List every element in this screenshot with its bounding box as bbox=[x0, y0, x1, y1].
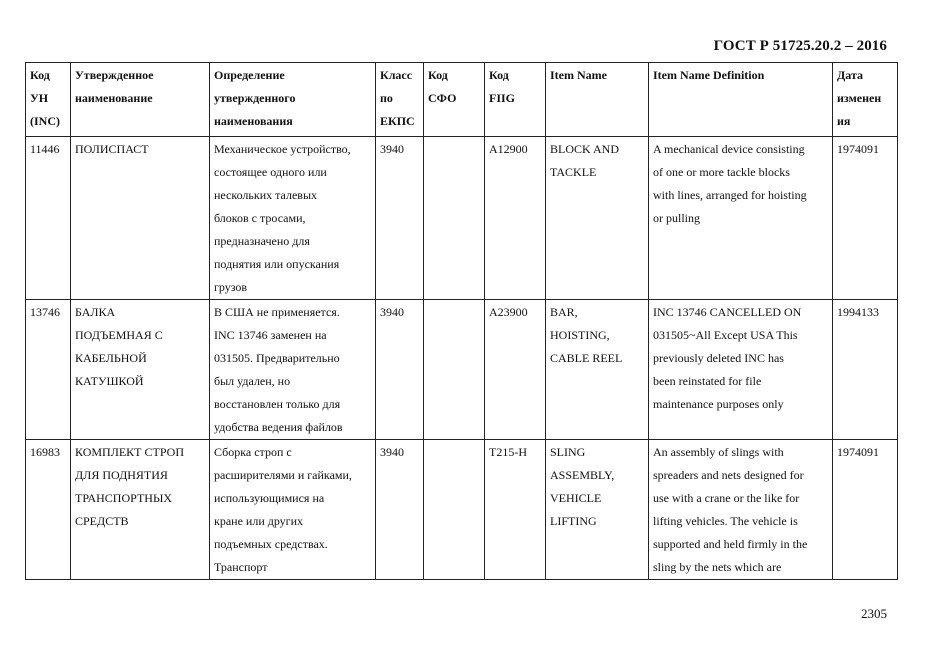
cell-text-line: lifting vehicles. The vehicle is bbox=[653, 514, 798, 528]
cell-date: 1974091 bbox=[833, 440, 898, 580]
table-row bbox=[26, 137, 898, 300]
cell-text-line: расширителями и гайками, bbox=[214, 468, 352, 482]
header-text-line: ЕКПС bbox=[380, 114, 415, 128]
cell-ekps-class: 3940 bbox=[376, 300, 424, 440]
cell-text-line: BLOCK AND bbox=[550, 142, 620, 156]
cell-text-line: удобства ведения файлов bbox=[214, 420, 343, 434]
cell-text-line: LIFTING bbox=[550, 514, 597, 528]
header-text-line: наименование bbox=[75, 91, 153, 105]
header-text-line: Утвержденное bbox=[75, 68, 154, 82]
table-body bbox=[26, 137, 898, 580]
cell-text-line: блоков с тросами, bbox=[214, 211, 306, 225]
header-cell-approved-name bbox=[71, 63, 210, 137]
cell-text-line: CABLE REEL bbox=[550, 351, 623, 365]
header-text-line: Дата bbox=[837, 68, 863, 82]
header-cell-item-name-definition bbox=[649, 63, 833, 137]
header-text-line: по bbox=[380, 91, 393, 105]
cell-fiig: A12900 bbox=[485, 137, 546, 300]
cell-definition-ru bbox=[210, 440, 376, 580]
cell-text-line: ASSEMBLY, bbox=[550, 468, 615, 482]
cell-text-line: КАТУШКОЙ bbox=[75, 374, 144, 388]
cell-ekps-class: 3940 bbox=[376, 440, 424, 580]
cell-approved-name bbox=[71, 300, 210, 440]
header-text-line: изменен bbox=[837, 91, 882, 105]
cell-definition-ru bbox=[210, 300, 376, 440]
header-cell-definition-ru bbox=[210, 63, 376, 137]
header-row bbox=[26, 63, 898, 137]
cell-text-line: use with a crane or the like for bbox=[653, 491, 800, 505]
header-text-line: УН bbox=[30, 91, 49, 105]
cell-item-name bbox=[546, 137, 649, 300]
header-text-line: наименования bbox=[214, 114, 293, 128]
catalog-table bbox=[25, 62, 898, 580]
header-cell-fiig bbox=[485, 63, 546, 137]
cell-text-line: An assembly of slings with bbox=[653, 445, 784, 459]
header-cell-ekps-class bbox=[376, 63, 424, 137]
cell-text-line: восстановлен только для bbox=[214, 397, 341, 411]
header-text-line: Код bbox=[428, 68, 448, 82]
cell-fiig: A23900 bbox=[485, 300, 546, 440]
cell-text-line: В США не применяется. bbox=[214, 305, 340, 319]
header-text-line: Item Name Definition bbox=[653, 68, 765, 82]
cell-date: 1974091 bbox=[833, 137, 898, 300]
cell-text-line: maintenance purposes only bbox=[653, 397, 784, 411]
cell-text-line: использующимися на bbox=[214, 491, 325, 505]
cell-text-line: previously deleted INC has bbox=[653, 351, 784, 365]
cell-text-line: грузов bbox=[214, 280, 248, 294]
cell-inc: 11446 bbox=[26, 137, 71, 300]
header-text-line: FIIG bbox=[489, 91, 516, 105]
cell-text-line: Транспорт bbox=[214, 560, 268, 574]
cell-text-line: кране или других bbox=[214, 514, 304, 528]
table-row bbox=[26, 300, 898, 440]
cell-text-line: ДЛЯ ПОДНЯТИЯ bbox=[75, 468, 168, 482]
cell-ekps-class: 3940 bbox=[376, 137, 424, 300]
cell-text-line: with lines, arranged for hoisting bbox=[653, 188, 807, 202]
cell-text-line: предназначено для bbox=[214, 234, 310, 248]
cell-text-line: HOISTING, bbox=[550, 328, 610, 342]
header-cell-date bbox=[833, 63, 898, 137]
header-text-line: (INC) bbox=[30, 114, 60, 128]
cell-text-line: ПОДЪЕМНАЯ С bbox=[75, 328, 163, 342]
cell-fiig: T215-H bbox=[485, 440, 546, 580]
cell-text-line: нескольких талевых bbox=[214, 188, 318, 202]
cell-approved-name bbox=[71, 440, 210, 580]
cell-sfo bbox=[424, 137, 485, 300]
table-row bbox=[26, 440, 898, 580]
cell-definition-ru bbox=[210, 137, 376, 300]
cell-text-line: of one or more tackle blocks bbox=[653, 165, 790, 179]
cell-date: 1994133 bbox=[833, 300, 898, 440]
header-cell-sfo bbox=[424, 63, 485, 137]
cell-text-line: A mechanical device consisting bbox=[653, 142, 805, 156]
header-text-line: Класс bbox=[380, 68, 413, 82]
cell-sfo bbox=[424, 300, 485, 440]
cell-text-line: SLING bbox=[550, 445, 586, 459]
cell-text-line: ТРАНСПОРТНЫХ bbox=[75, 491, 173, 505]
cell-text-line: or pulling bbox=[653, 211, 700, 225]
cell-sfo bbox=[424, 440, 485, 580]
cell-text-line: состоящее одного или bbox=[214, 165, 327, 179]
cell-item-name-definition bbox=[649, 440, 833, 580]
header-text-line: Определение bbox=[214, 68, 285, 82]
cell-text-line: spreaders and nets designed for bbox=[653, 468, 804, 482]
cell-text-line: 031505. Предварительно bbox=[214, 351, 340, 365]
cell-text-line: КОМПЛЕКТ СТРОП bbox=[75, 445, 184, 459]
cell-text-line: был удален, но bbox=[214, 374, 291, 388]
header-cell-item-name bbox=[546, 63, 649, 137]
cell-text-line: INC 13746 CANCELLED ON bbox=[653, 305, 802, 319]
header-text-line: Код bbox=[489, 68, 509, 82]
cell-item-name bbox=[546, 440, 649, 580]
cell-text-line: supported and held firmly in the bbox=[653, 537, 808, 551]
cell-item-name bbox=[546, 300, 649, 440]
header-text-line: ия bbox=[837, 114, 851, 128]
cell-text-line: Сборка строп с bbox=[214, 445, 292, 459]
cell-text-line: БАЛКА bbox=[75, 305, 116, 319]
cell-text-line: sling by the nets which are bbox=[653, 560, 782, 574]
cell-text-line: подъемных средствах. bbox=[214, 537, 328, 551]
header-text-line: Код bbox=[30, 68, 50, 82]
header-text-line: Item Name bbox=[550, 68, 607, 82]
cell-text-line: ПОЛИСПАСТ bbox=[75, 142, 149, 156]
cell-inc: 13746 bbox=[26, 300, 71, 440]
cell-item-name-definition bbox=[649, 137, 833, 300]
standard-title: ГОСТ Р 51725.20.2 – 2016 bbox=[713, 38, 887, 54]
cell-text-line: Механическое устройство, bbox=[214, 142, 351, 156]
cell-text-line: BAR, bbox=[550, 305, 578, 319]
cell-text-line: 031505~All Except USA This bbox=[653, 328, 798, 342]
cell-inc: 16983 bbox=[26, 440, 71, 580]
cell-approved-name bbox=[71, 137, 210, 300]
cell-text-line: СРЕДСТВ bbox=[75, 514, 129, 528]
cell-text-line: TACKLE bbox=[550, 165, 597, 179]
cell-text-line: INC 13746 заменен на bbox=[214, 328, 327, 342]
cell-item-name-definition bbox=[649, 300, 833, 440]
cell-text-line: КАБЕЛЬНОЙ bbox=[75, 351, 147, 365]
cell-text-line: been reinstated for file bbox=[653, 374, 762, 388]
cell-text-line: VEHICLE bbox=[550, 491, 602, 505]
header-text-line: СФО bbox=[428, 91, 457, 105]
header-text-line: утвержденного bbox=[214, 91, 296, 105]
header-cell-inc bbox=[26, 63, 71, 137]
cell-text-line: поднятия или опускания bbox=[214, 257, 340, 271]
page-number: 2305 bbox=[861, 606, 887, 621]
